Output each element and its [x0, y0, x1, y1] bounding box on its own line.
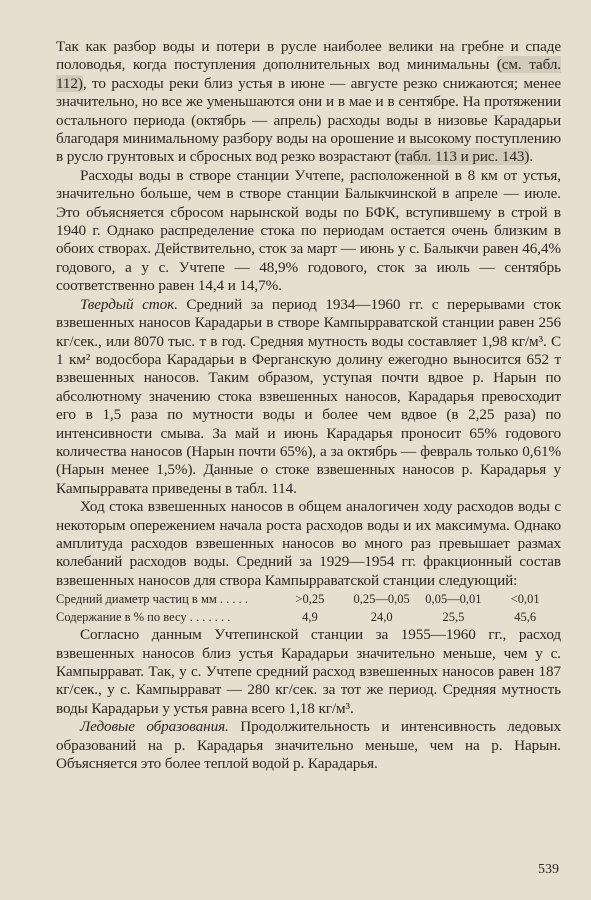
- table-cell: <0,01: [510, 592, 540, 607]
- row-label-content: Содержание в % по весу . . . . . . .: [56, 610, 231, 625]
- paragraph-sediment-runoff: [56, 296, 561, 498]
- table-cell: 0,05—0,01: [425, 592, 482, 607]
- paragraph-uchtepe-sediment: Согласно данным Учтепинской станции за 1955—1960 гг., расход взвешенных наносов близ устья Карадарьи значительно меньше, чем у с. Кампыррават. Так, у с. Учтепе средний расход взвешенных наносов равен 187 кг/сек., у с. Кампыррават — 280 кг/сек. за тот же период. Средняя мутность воды Карадарьи у устья равна всего 1,18 кг/м³.: [56, 626, 561, 717]
- paragraph-water-losses: [56, 38, 561, 167]
- paragraph-text: Так как разбор воды и потери в русле наиболее велики на гребне и спаде половодья, когда поступления дополнительных вод минимальны: [56, 38, 561, 74]
- table-reference: (см. табл. 112): [56, 56, 561, 92]
- fraction-composition-table: [56, 590, 561, 626]
- section-heading-sediment: Твердый сток.: [80, 295, 178, 313]
- paragraph-text: .: [529, 148, 534, 166]
- table-cell: 24,0: [370, 610, 393, 625]
- table-row: [56, 590, 561, 608]
- table-cell: 45,6: [514, 610, 537, 625]
- paragraph-uchtepe-discharge: Расходы воды в створе станции Учтепе, расположенной в 8 км от устья, значительно больше, чем в створе станции Балыкчинской в апреле — июле. Это объясняется сбросом нарынской воды по БФК, вступившему в строй в 1940 г. Однако распределение стока по периодам остается очень близким в обоих створах. Действительно, сток за март — июнь у с. Балыкчи равен 46,4% годового, а у с. Учтепе — 48,9% годового, сток за июль — сентябрь соответственно равен 14,4 и 14,7%.: [56, 166, 561, 295]
- paragraph-sediment-regime: Ход стока взвешенных наносов в общем аналогичен ходу расходов воды с некоторым опережением начала роста расходов воды и их максимума. Однако амплитуда расходов взвешенных наносов во много раз превышает размах колебаний расходов воды. Средний за 1929—1954 гг. фракционный состав взвешенных наносов для створа Кампырраватской станции следующий:: [56, 498, 561, 589]
- paragraph-ice-formations: [56, 718, 561, 773]
- table-cell: 25,5: [442, 610, 465, 625]
- row-label-diameter: Средний диаметр частиц в мм . . . . .: [56, 592, 249, 607]
- table-cell: 4,9: [302, 610, 318, 625]
- table-row: [56, 608, 561, 626]
- page-number: 539: [538, 862, 559, 877]
- section-heading-ice: Ледовые образования.: [80, 718, 229, 736]
- table-cell: 0,25—0,05: [353, 592, 410, 607]
- paragraph-text: , то расходы реки близ устья в июне — августе резко снижаются; менее значительно, но все же уменьшаются они и в мае и в сентябре. На протяжении остального периода (октябрь — апрель) расходы воды в низовье Карадарьи благодаря минимальному разбору воды на орошение и высокому поступлению в русло грунтовых и сбросных вод резко возрастают: [56, 74, 561, 166]
- paragraph-text: Средний за период 1934—1960 гг. с перерывами сток взвешенных наносов Карадарьи в створе Кампырраватской станции равен 256 кг/сек., или 8070 тыс. т в год. Средняя мутность воды составляет 1,98 кг/м³. С 1 км² водосбора Карадарьи в Ферганскую долину ежегодно выносится 652 т взвешенных наносов. Таким образом, уступая почти вдвое р. Нарын по абсолютному значению стока взвешенных наносов, Карадарья превосходит его в 1,5 раза по мутности воды и более чем вдвое (в 2,25 раза) по интенсивности смыва. За май и июнь Карадарья проносит 65% годового количества наносов (Нарын почти 65%), а за октябрь — февраль только 0,61% (Нарын менее 1,5%). Данные о стоке взвешенных наносов р. Карадарья у Кампырравата приведены в табл. 114.: [56, 295, 561, 497]
- table-cell: >0,25: [295, 592, 325, 607]
- paragraph-text: Продолжительность и интенсивность ледовых образований на р. Карадарья значительно меньше, чем на р. Нарын. Объясняется это более теплой водой р. Карадарья.: [56, 718, 561, 773]
- figure-reference: (табл. 113 и рис. 143): [394, 148, 530, 166]
